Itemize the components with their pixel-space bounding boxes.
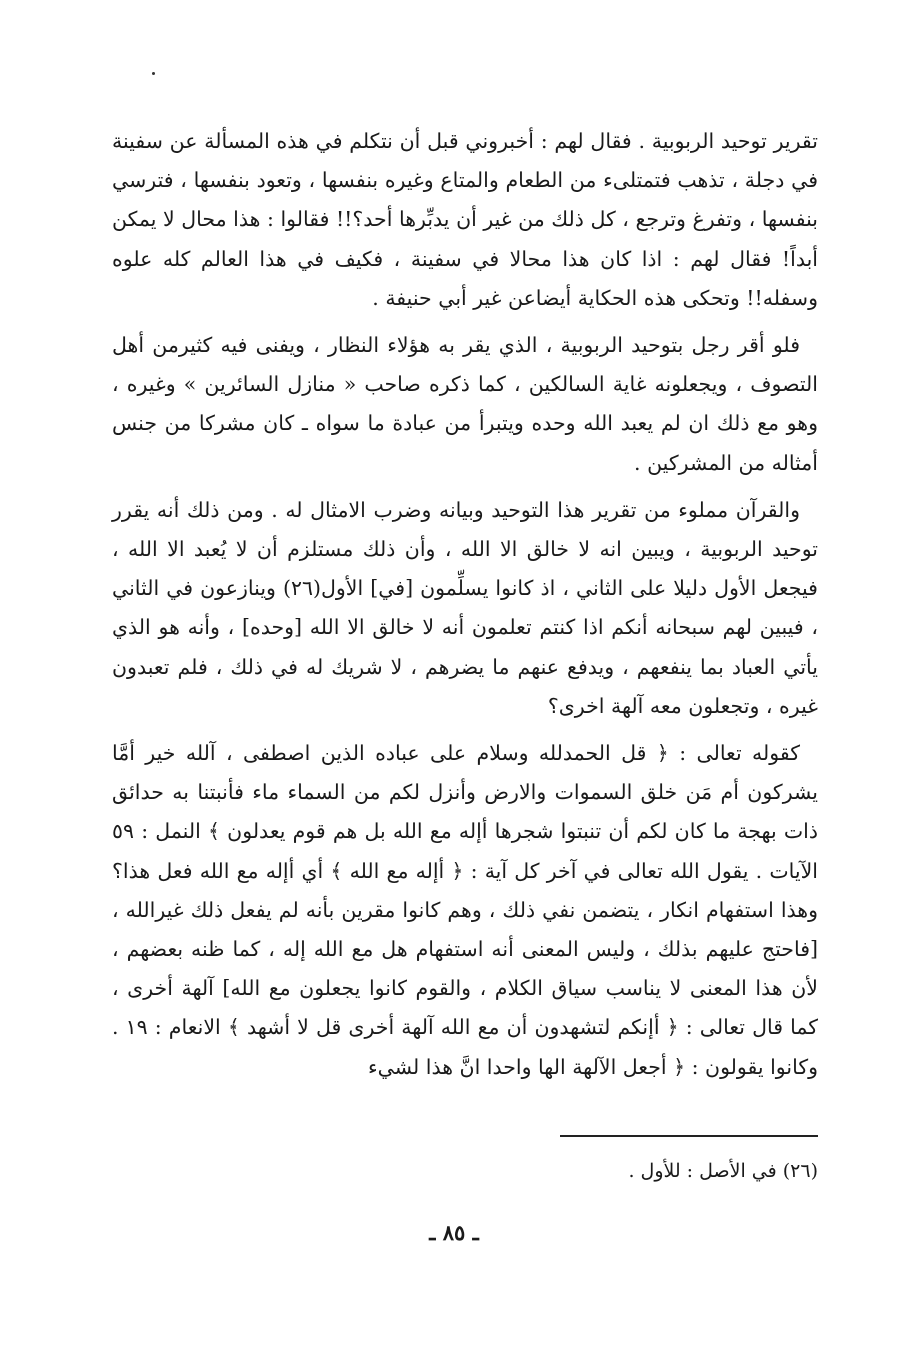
footnote: (٢٦) في الأصل : للأول .: [628, 1160, 818, 1182]
paragraph-2: فلو أقر رجل بتوحيد الربوبية ، الذي يقر به هؤلاء النظار ، ويفنى فيه كثيرمن أهل التصوف ، ويجعلونه غاية السالكين ، كما ذكره صاحب « منازل السائرين » وغيره ، وهو مع ذلك ان لم يعبد الله وحده ويتبرأ من عبادة ما سواه ـ كان مشركا من جنس أمثاله من المشركين .: [112, 333, 818, 475]
paragraph-1: تقرير توحيد الربوبية . فقال لهم : أخبروني قبل أن نتكلم في هذه المسألة عن سفينة في دجلة ، تذهب فتمتلىء من الطعام والمتاع وغيره بنفسها ، وتعود بنفسها ، فترسي بنفسها ، وتفرغ وترجع ، كل ذلك من غير أن يدبِّرها أحد؟!! فقالوا : هذا محال لا يمكن أبداً! فقال لهم : اذا كان هذا محالا في سفينة ، فكيف في هذا العالم كله علوه وسفله!! وتحكى هذه الحكاية أيضاعن غير أبي حنيفة .: [112, 129, 818, 310]
footnote-separator: [560, 1135, 818, 1137]
ink-speck: [152, 72, 155, 75]
paragraph-4: كقوله تعالى : ﴿ قل الحمدلله وسلام على عباده الذين اصطفى ، آلله خير أمَّا يشركون أم مَن خلق السموات والارض وأنزل لكم من السماء ماء فأنبتنا به حدائق ذات بهجة ما كان لكم أن تنبتوا شجرها أإله مع الله بل هم قوم يعدلون ﴾ النمل : ٥٩ الآيات . يقول الله تعالى في آخر كل آية : ﴿ أإله مع الله ﴾ أي أإله مع الله فعل هذا؟ وهذا استفهام انكار ، يتضمن نفي ذلك ، وهم كانوا مقرين بأنه لم يفعل ذلك غيرالله ، [فاحتج عليهم بذلك ، وليس المعنى أنه استفهام هل مع الله إله ، كما ظنه بعضهم ، لأن هذا المعنى لا يناسب سياق الكلام ، والقوم كانوا يجعلون مع الله] آلهة أخرى ، كما قال تعالى : ﴿ أإنكم لتشهدون أن مع الله آلهة أخرى قل لا أشهد ﴾ الانعام : ١٩ . وكانوا يقولون : ﴿ أجعل الآلهة الها واحدا انَّ هذا لشيء: [112, 741, 818, 1079]
body-text: [112, 122, 818, 1087]
page-number: ـ ٨٥ ـ: [429, 1220, 479, 1245]
paragraph-3: والقرآن مملوء من تقرير هذا التوحيد وبيانه وضرب الامثال له . ومن ذلك أنه يقرر توحيد الربوبية ، ويبين انه لا خالق الا الله ، وأن ذلك مستلزم أن لا يُعبد الا الله ، فيجعل الأول دليلا على الثاني ، اذ كانوا يسلِّمون [في] الأول(٢٦) وينازعون في الثاني ، فيبين لهم سبحانه أنكم اذا كنتم تعلمون أنه لا خالق الا الله [وحده] ، وأنه هو الذي يأتي العباد بما ينفعهم ، ويدفع عنهم ما يضرهم ، لا شريك له في ذلك ، فلم تعبدون غيره ، وتجعلون معه آلهة اخرى؟: [112, 497, 818, 718]
